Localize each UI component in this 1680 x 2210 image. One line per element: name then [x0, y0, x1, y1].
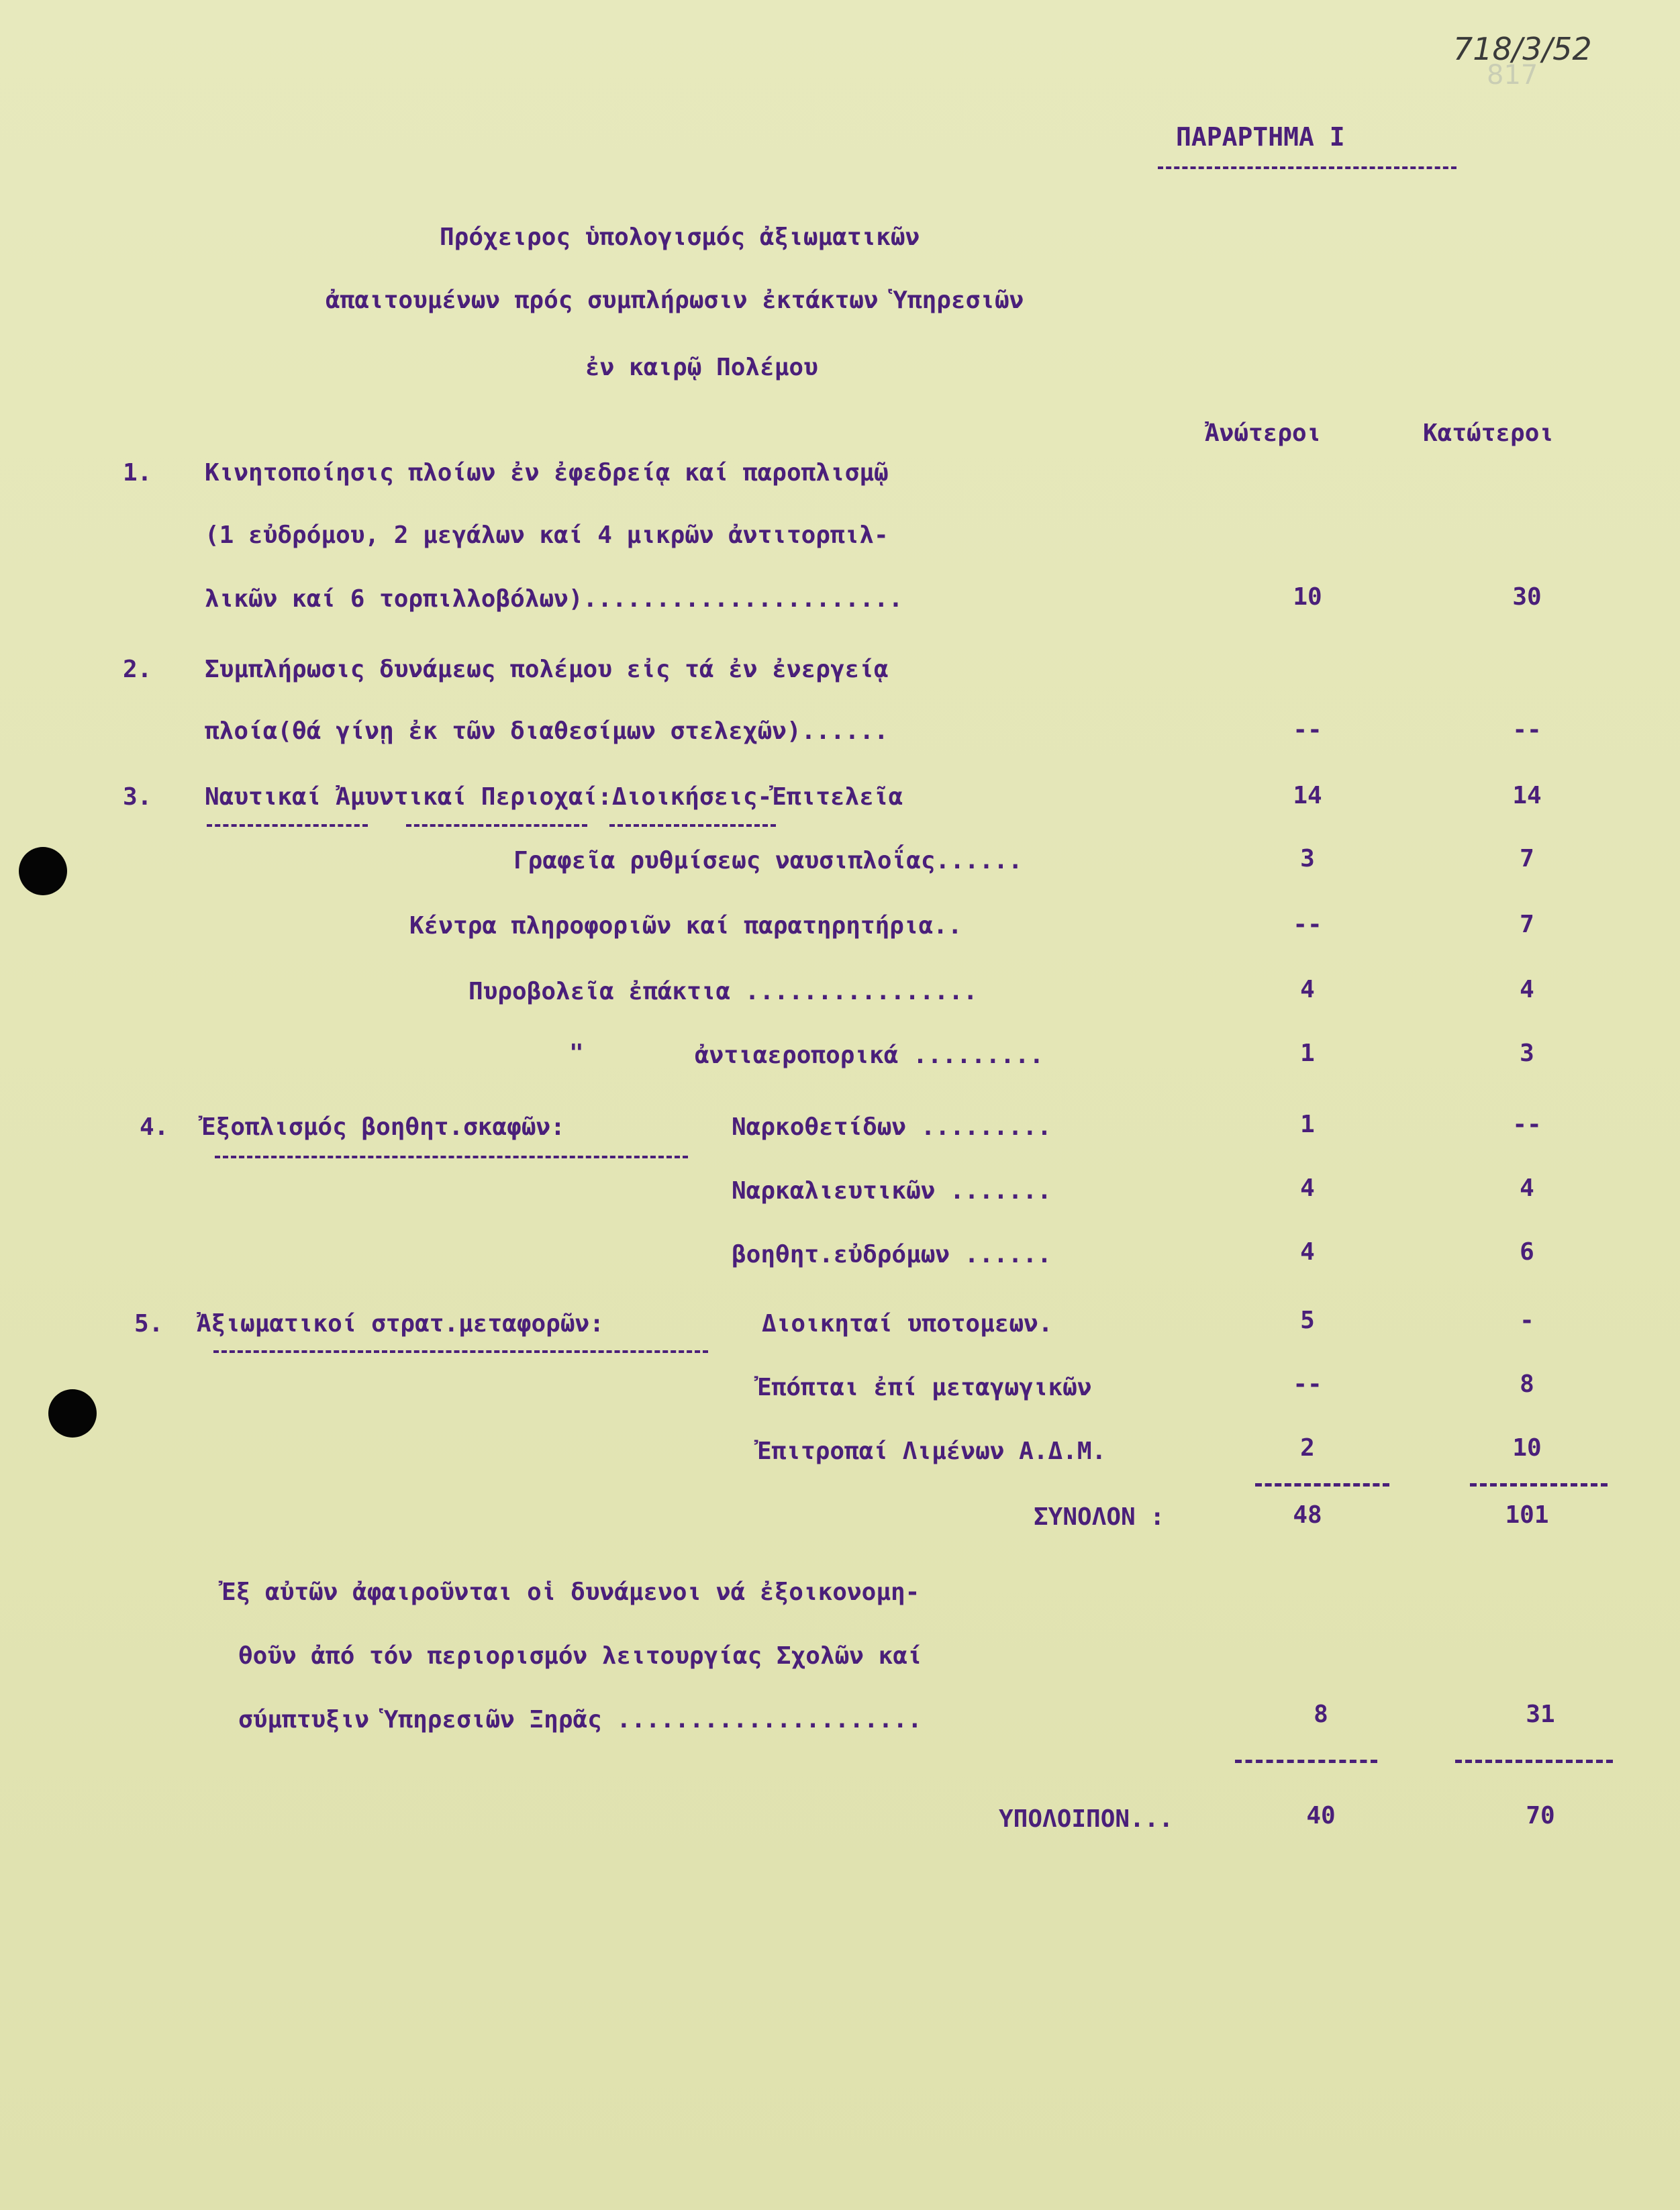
- senior-value: 2: [1300, 1434, 1315, 1462]
- column-header-junior: Κατώτεροι: [1423, 419, 1554, 447]
- junior-value: 6: [1520, 1238, 1534, 1266]
- total-senior: 48: [1293, 1501, 1322, 1529]
- heading-underline: [406, 824, 587, 827]
- sub-item-label: Ναρκαλιευτικῶν .......: [732, 1177, 1052, 1205]
- senior-value: 14: [1293, 782, 1322, 809]
- title-line-2: ἀπαιτουμένων πρός συμπλήρωσιν ἐκτάκτων Ὑπηρεσιῶν: [326, 287, 1024, 314]
- total-separator: [1470, 1483, 1608, 1487]
- sub-item-label: βοηθητ.εὐδρόμων ......: [732, 1241, 1052, 1268]
- annex-underline: [1158, 166, 1456, 169]
- deduction-line: Ἐξ αὐτῶν ἀφαιροῦνται οἱ δυνάμενοι νά ἐξοικονομη-: [221, 1578, 920, 1606]
- item-text-line: Κινητοποίησις πλοίων ἐν ἐφεδρείᾳ καί παροπλισμῷ: [205, 459, 889, 487]
- senior-value: 5: [1300, 1307, 1315, 1334]
- title-line-1: Πρόχειρος ὑπολογισμός ἀξιωματικῶν: [440, 223, 920, 251]
- heading-underline: [213, 1350, 708, 1353]
- junior-value: 8: [1520, 1370, 1534, 1398]
- column-header-senior: Ἀνώτεροι: [1205, 419, 1322, 447]
- junior-value: -: [1520, 1307, 1534, 1334]
- deduction-junior: 31: [1526, 1701, 1555, 1728]
- deduction-line: θοῦν ἀπό τόν περιορισμόν λειτουργίας Σχολῶν καί: [238, 1642, 922, 1670]
- remainder-senior: 40: [1306, 1802, 1336, 1829]
- remainder-junior: 70: [1526, 1802, 1555, 1829]
- senior-value: 10: [1293, 583, 1322, 611]
- heading-underline: [207, 824, 368, 827]
- senior-value: 1: [1300, 1111, 1315, 1138]
- item-number: 5.: [134, 1310, 164, 1338]
- sub-item-label: Διοικηταί υποτομεων.: [762, 1310, 1053, 1338]
- heading-underline: [215, 1156, 688, 1158]
- sub-item-label: Ἐπόπται ἐπί μεταγωγικῶν: [757, 1374, 1092, 1401]
- senior-value: 4: [1300, 1174, 1315, 1202]
- sub-item-label: Ἐπιτροπαί Λιμένων Α.Δ.Μ.: [757, 1438, 1107, 1465]
- sub-item-label: Ναρκοθετίδων .........: [732, 1113, 1052, 1141]
- deduction-line: σύμπτυξιν Ὑπηρεσιῶν Ξηρᾶς .....................: [238, 1706, 922, 1734]
- sub-item-label: Κέντρα πληροφοριῶν καί παρατηρητήρια..: [409, 912, 962, 940]
- item-text-line: (1 εὐδρόμου, 2 μεγάλων καί 4 μικρῶν ἀντιτορπιλ-: [205, 521, 889, 549]
- junior-value: 4: [1520, 1174, 1534, 1202]
- junior-value: 14: [1512, 782, 1542, 809]
- deduction-senior: 8: [1314, 1701, 1328, 1728]
- punch-hole: [48, 1389, 97, 1438]
- senior-value: 4: [1300, 976, 1315, 1003]
- junior-value: 7: [1520, 911, 1534, 938]
- heading-underline: [609, 824, 776, 827]
- item-number: 4.: [140, 1113, 169, 1141]
- remainder-label: ΥΠΟΛΟΙΠΟΝ...: [999, 1805, 1174, 1833]
- senior-value: --: [1293, 716, 1322, 744]
- item-number: 2.: [123, 656, 152, 683]
- punch-hole: [19, 847, 67, 895]
- senior-value: --: [1293, 911, 1322, 938]
- archive-ref: 718/3/52: [1453, 31, 1592, 67]
- junior-value: 30: [1512, 583, 1542, 611]
- total-junior: 101: [1505, 1501, 1549, 1529]
- junior-value: --: [1512, 716, 1542, 744]
- senior-value: 1: [1300, 1040, 1315, 1067]
- title-line-3: ἐν καιρῷ Πολέμου: [585, 354, 818, 381]
- junior-value: 7: [1520, 845, 1534, 872]
- senior-value: --: [1293, 1370, 1322, 1398]
- senior-value: 4: [1300, 1238, 1315, 1266]
- junior-value: --: [1512, 1111, 1542, 1138]
- archive-ref-faint: 817: [1487, 60, 1538, 91]
- item-text-line: λικῶν καί 6 τορπιλλοβόλων)......................: [205, 585, 903, 613]
- senior-value: 3: [1300, 845, 1315, 872]
- item-heading: Ναυτικαί Ἀμυντικαί Περιοχαί:Διοικήσεις-Ἐπιτελεῖα: [205, 783, 903, 811]
- junior-value: 4: [1520, 976, 1534, 1003]
- item-text-line: πλοία(θά γίνῃ ἐκ τῶν διαθεσίμων στελεχῶν)......: [205, 717, 889, 745]
- ditto-mark: ": [569, 1040, 584, 1067]
- annex-heading: ΠΑΡΑΡΤΗΜΑ Ι: [1176, 122, 1345, 152]
- item-number: 1.: [123, 459, 152, 487]
- junior-value: 3: [1520, 1040, 1534, 1067]
- item-number: 3.: [123, 783, 152, 811]
- junior-value: 10: [1512, 1434, 1542, 1462]
- sub-item-label: Πυροβολεῖα ἐπάκτια ................: [468, 978, 978, 1005]
- total-separator: [1255, 1483, 1389, 1487]
- sub-item-label: ἀντιαεροπορικά .........: [695, 1042, 1044, 1069]
- item-heading: Ἀξιωματικοί στρατ.μεταφορῶν:: [197, 1310, 604, 1338]
- sub-item-label: Γραφεῖα ρυθμίσεως ναυσιπλοΐας......: [513, 847, 1023, 874]
- item-text-line: Συμπλήρωσις δυνάμεως πολέμου εἰς τά ἐν ἐνεργείᾳ: [205, 656, 889, 683]
- remainder-separator: [1235, 1760, 1377, 1763]
- total-label: ΣΥΝΟΛΟΝ :: [1034, 1503, 1165, 1531]
- remainder-separator: [1455, 1760, 1613, 1763]
- item-heading: Ἐξοπλισμός βοηθητ.σκαφῶν:: [201, 1113, 565, 1141]
